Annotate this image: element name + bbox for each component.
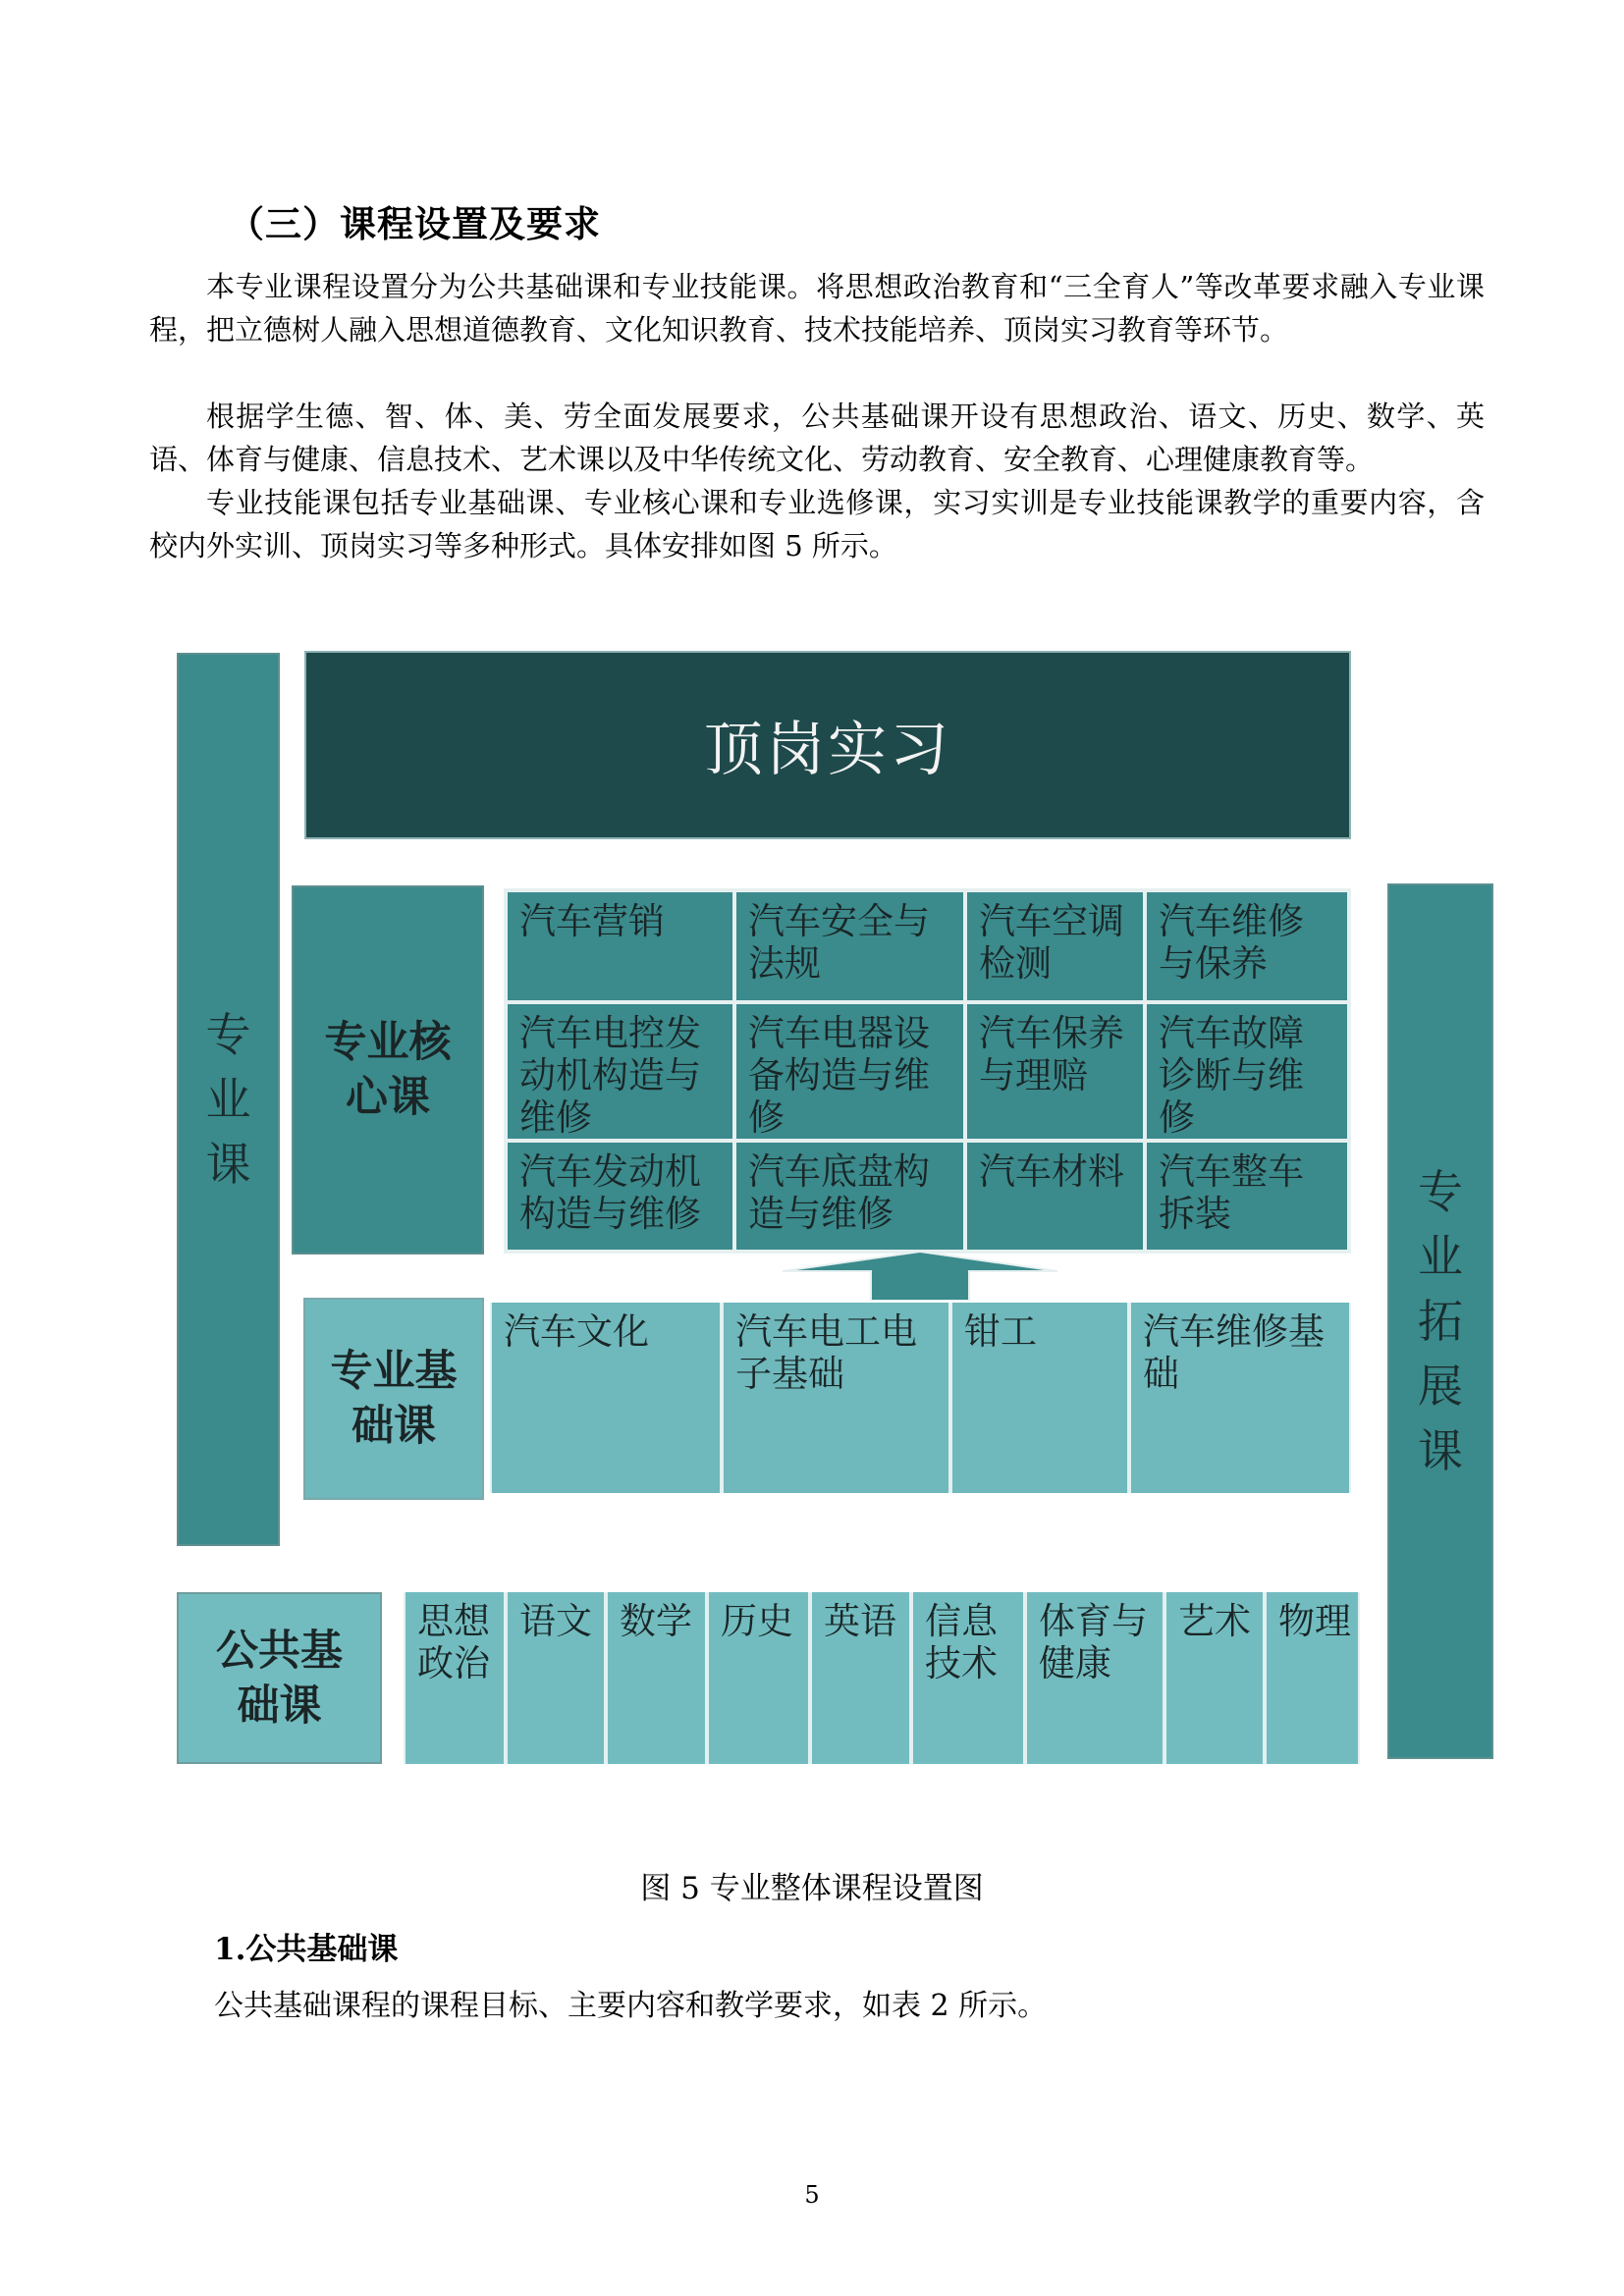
section-title: （三）课程设置及要求 [228, 203, 601, 245]
core-course-cell: 汽车维修与保养 [1147, 892, 1347, 1000]
core-course-cell: 汽车材料 [967, 1143, 1143, 1251]
base-course-label-box [303, 1298, 484, 1500]
extension-course-bar [1387, 883, 1493, 1759]
core-course-label-box [292, 885, 484, 1255]
core-course-grid [504, 888, 1351, 1254]
figure-caption: 图 5 专业整体课程设置图 [640, 1871, 984, 1906]
up-arrow-icon [783, 1252, 1057, 1301]
core-course-cell: 汽车营销 [508, 892, 732, 1000]
core-course-cell: 汽车空调检测 [967, 892, 1143, 1000]
public-course-grid [404, 1592, 1360, 1764]
public-course-cell: 英语 [812, 1592, 909, 1764]
core-course-cell: 汽车保养与理赔 [967, 1004, 1143, 1139]
public-course-cell: 数学 [608, 1592, 705, 1764]
base-course-cell: 汽车文化 [492, 1303, 720, 1493]
internship-block: 顶岗实习 [304, 651, 1351, 839]
public-course-cell: 物理 [1267, 1592, 1358, 1764]
sub-heading: 1.公共基础课 [214, 1932, 399, 1967]
base-course-cell: 汽车电工电子基础 [724, 1303, 948, 1493]
base-course-grid [490, 1303, 1351, 1493]
paragraph-3: 专业技能课包括专业基础课、专业核心课和专业选修课，实习实训是专业技能课教学的重要内容，含校内外实训、顶岗实习等多种形式。具体安排如图 5 所示。 [149, 486, 1485, 562]
extension-course-label: 专业拓展课 [1418, 1165, 1463, 1477]
public-course-label: 公共基础课 [216, 1626, 343, 1731]
public-course-cell: 艺术 [1166, 1592, 1263, 1764]
public-course-cell: 语文 [508, 1592, 604, 1764]
base-course-cell: 汽车维修基础 [1131, 1303, 1349, 1493]
core-course-cell: 汽车发动机构造与维修 [508, 1143, 732, 1251]
core-course-cell: 汽车故障诊断与维修 [1147, 1004, 1347, 1139]
professional-course-bar [177, 653, 280, 1546]
public-course-cell: 历史 [709, 1592, 808, 1764]
public-course-cell: 思想政治 [406, 1592, 504, 1764]
body-text: 公共基础课程的课程目标、主要内容和教学要求，如表 2 所示。 [214, 1989, 1048, 2023]
core-course-cell: 汽车电控发动机构造与维修 [508, 1004, 732, 1139]
paragraph-1: 本专业课程设置分为公共基础课和专业技能课。将思想政治教育和“三全育人”等改革要求融入专业课程，把立德树人融入思想道德教育、文化知识教育、技术技能培养、顶岗实习教育等环节。 [149, 270, 1485, 347]
base-course-label: 专业基础课 [330, 1347, 458, 1451]
core-course-cell: 汽车安全与法规 [736, 892, 963, 1000]
professional-course-label: 专业课 [205, 1008, 251, 1191]
core-course-cell: 汽车电器设备构造与维修 [736, 1004, 963, 1139]
paragraph-2: 根据学生德、智、体、美、劳全面发展要求，公共基础课开设有思想政治、语文、历史、数学、英语、体育与健康、信息技术、艺术课以及中华传统文化、劳动教育、安全教育、心理健康教育等。 [149, 400, 1485, 476]
public-course-cell: 体育与健康 [1027, 1592, 1163, 1764]
public-course-label-box [177, 1592, 382, 1764]
public-course-cell: 信息技术 [913, 1592, 1023, 1764]
core-course-cell: 汽车整车拆装 [1147, 1143, 1347, 1251]
core-course-label: 专业核心课 [324, 1018, 452, 1122]
core-course-cell: 汽车底盘构造与维修 [736, 1143, 963, 1251]
base-course-cell: 钳工 [952, 1303, 1127, 1493]
page-number: 5 [804, 2181, 820, 2209]
